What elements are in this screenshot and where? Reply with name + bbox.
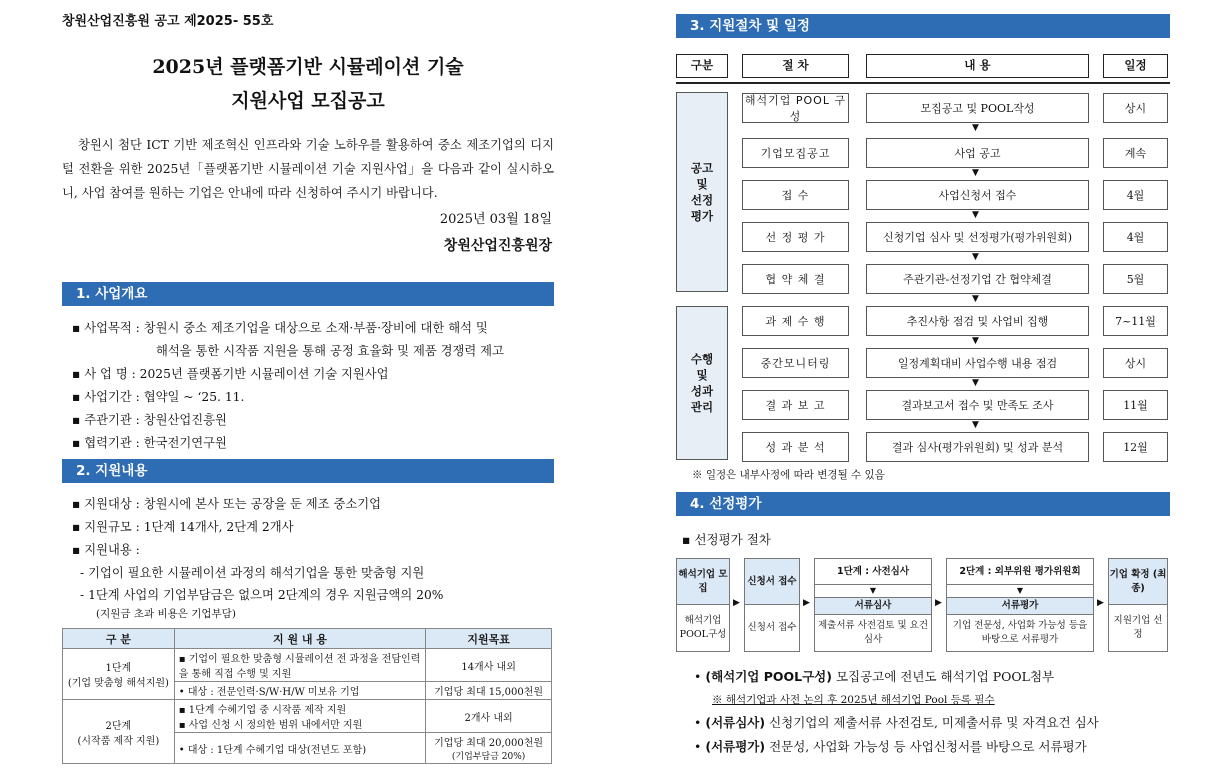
flow-header-divider [676, 82, 1170, 84]
support-sub-2: - 1단계 사업의 기업부담금은 없으며 2단계의 경우 지원금액의 20% [80, 588, 444, 602]
eval-point-3-text: 전문성, 사업화 가능성 등 사업신청서를 바탕으로 서류평가 [765, 739, 1087, 754]
stage2-item2: • 대상 : 1단계 수혜기업 대상(전년도 포함) [174, 733, 425, 764]
intro-paragraph: 창원시 첨단 ICT 기반 제조혁신 인프라와 기술 노하우를 활용하여 중소 제조기업의 디지털 전환을 위한 2025년「플랫폼기반 시뮬레이션 기술 지원사업」을 다음과 같이 실시하오니, 사업 참여를 원하는 기업은 안내에 따라 신청하여 주시기 바랍니다. [62, 138, 554, 200]
flow-row-content: 결과 심사(평가위원회) 및 성과 분석 [866, 432, 1089, 462]
partner-agency: ▪ 협력기관 : 한국전기연구원 [72, 436, 227, 450]
table-header-goal: 지원목표 [426, 629, 552, 649]
support-scale: ▪ 지원규모 : 1단계 14개사, 2단계 2개사 [72, 520, 294, 534]
project-name: ▪ 사 업 명 : 2025년 플랫폼기반 시뮬레이션 기술 지원사업 [72, 367, 389, 381]
flow-row-schedule: 4월 [1103, 222, 1168, 252]
issuer-name: 창원산업진흥원장 [443, 238, 552, 254]
eval-box-final-head: 기업 확정 (최종) [1109, 559, 1167, 605]
section-4-header: 4. 선정평가 [676, 492, 1170, 516]
eval-point-1-text: 모집공고에 전년도 해석기업 POOL첨부 [831, 669, 1055, 684]
flow-row-schedule: 상시 [1103, 93, 1168, 123]
eval-stage2-body: 기업 전문성, 사업화 가능성 등을 바탕으로 서류평가 [952, 620, 1088, 645]
flow-row-process: 접 수 [742, 180, 849, 210]
eval-point-2-text: 신청기업의 제출서류 사전검토, 미제출서류 및 자격요건 심사 [765, 715, 1099, 730]
eval-box-pool-head: 해석기업 모집 [677, 559, 729, 605]
section-1-header: 1. 사업개요 [62, 282, 554, 306]
right-page [676, 0, 1170, 768]
purpose-line-1: ▪ 사업목적 : 창원시 중소 제조기업을 대상으로 소재·부품·장비에 대한 해석 및 [72, 321, 488, 335]
stage2-desc: (시작품 제작 지원) [77, 735, 160, 747]
stage2-goal2-cell [426, 733, 552, 764]
eval-stage1-arrow: ▼ [869, 586, 877, 595]
flow-header-content: 내 용 [866, 54, 1089, 78]
support-sub-1: - 기업이 필요한 시뮬레이션 과정의 해석기업을 통한 맞춤형 지원 [80, 566, 425, 580]
stage2-cell [63, 700, 175, 764]
stage1-goal2: 기업당 최대 15,000천원 [426, 682, 552, 700]
flow-row-schedule: 12월 [1103, 432, 1168, 462]
flow-down-arrow: ▼ [972, 336, 979, 346]
evaluation-subtitle: ▪ 선정평가 절차 [682, 532, 771, 547]
eval-box-apply-head: 신청서 접수 [745, 559, 799, 605]
eval-point-3-bold: (서류평가) [705, 739, 766, 754]
flow-down-arrow: ▼ [972, 168, 979, 178]
eval-arrow-4: ▶ [1097, 598, 1104, 608]
eval-stage1-label: 1단계 : 사전심사 [815, 559, 931, 585]
eval-point-2: • (서류심사) 신청기업의 제출서류 사전검토, 미제출서류 및 자격요건 심사 [694, 715, 1099, 730]
table-header-content: 지 원 내 용 [174, 629, 425, 649]
flow-row-schedule: 11월 [1103, 390, 1168, 420]
eval-box-stage1 [814, 558, 932, 652]
project-period: ▪ 사업기간 : 협약일 ~ ‘25. 11. [72, 390, 245, 404]
flow-down-arrow: ▼ [972, 294, 979, 304]
flow-row-content: 추진사항 점검 및 사업비 집행 [866, 306, 1089, 336]
support-content: ▪ 지원내용 : [72, 543, 140, 557]
host-agency: ▪ 주관기관 : 창원산업진흥원 [72, 413, 227, 427]
stage1-desc: (기업 맞춤형 해석지원) [67, 678, 169, 689]
stage1-item1: ▪ 기업이 필요한 맞춤형 시뮬레이션 전 과정을 전담인력을 통해 직접 수행 및 지원 [174, 649, 425, 682]
eval-stage2-label: 2단계 : 외부위원 평가위원회 [947, 559, 1093, 585]
eval-stage2-arrow: ▼ [1016, 586, 1024, 595]
flow-row-content: 신청기업 심사 및 선정평가(평가위원회) [866, 222, 1089, 252]
flow-row-process: 과 제 수 행 [742, 306, 849, 336]
eval-point-1-bold: (해석기업 POOL구성) [705, 669, 832, 684]
flow-row-process: 결 과 보 고 [742, 390, 849, 420]
flow-down-arrow: ▼ [972, 378, 979, 388]
eval-arrow-3: ▶ [935, 598, 942, 608]
flow-header-category: 구분 [676, 54, 728, 78]
stage1-item2: • 대상 : 전문인력·S/W·H/W 미보유 기업 [174, 682, 425, 700]
support-sub-2-note: (지원금 초과 비용은 기업부담) [96, 608, 236, 620]
flow-row-process: 선 정 평 가 [742, 222, 849, 252]
flow-row-schedule: 계속 [1103, 138, 1168, 168]
flow-row-process: 협 약 체 결 [742, 264, 849, 294]
support-target: ▪ 지원대상 : 창원시에 본사 또는 공장을 둔 제조 중소기업 [72, 497, 381, 511]
section-3-header: 3. 지원절차 및 일정 [676, 14, 1170, 38]
eval-box-stage2 [946, 558, 1094, 652]
flow-row-content: 일정계획대비 사업수행 내용 점검 [866, 348, 1089, 378]
eval-arrow-2: ▶ [803, 598, 810, 608]
flow-row-content: 사업 공고 [866, 138, 1089, 168]
flow-row-process: 중간모니터링 [742, 348, 849, 378]
eval-box-final [1108, 558, 1168, 652]
title-line-2: 지원사업 모집공고 [231, 90, 385, 112]
eval-point-1-note: ※ 해석기업과 사전 논의 후 2025년 해석기업 Pool 등록 필수 [712, 694, 995, 706]
flow-row-process: 기업모집공고 [742, 138, 849, 168]
flow-row-schedule: 상시 [1103, 348, 1168, 378]
flow-header-schedule: 일정 [1103, 54, 1168, 78]
eval-arrow-1: ▶ [733, 598, 740, 608]
stage2-name: 2단계 [105, 720, 132, 732]
eval-box-pool-body: 해석기업 POOL구성 [679, 615, 727, 640]
notice-number: 창원산업진흥원 공고 제2025- 55호 [62, 14, 274, 29]
stage1-name: 1단계 [105, 663, 132, 674]
stage1-cell [63, 649, 175, 700]
purpose-line-2: 해석을 통한 시작품 지원을 통해 공정 효율화 및 제품 경쟁력 제고 [156, 344, 504, 358]
table-header-category: 구 분 [63, 629, 175, 649]
eval-stage1-body: 제출서류 사전검토 및 요건심사 [817, 620, 928, 645]
stage2-item1-cell [174, 700, 425, 733]
flow-row-process: 성 과 분 석 [742, 432, 849, 462]
stage2-item1: ▪ 1단계 수혜기업 중 시작품 제작 지원 [178, 705, 347, 716]
flow-row-process: 해석기업 POOL 구 성 [742, 93, 849, 123]
flow-down-arrow: ▼ [972, 252, 979, 262]
stage2-item1b: ▪ 사업 신청 시 정의한 범위 내에서만 지원 [178, 720, 363, 731]
eval-point-2-bold: (서류심사) [705, 715, 766, 730]
stage2-goal1: 2개사 내외 [426, 700, 552, 733]
support-table [62, 628, 552, 764]
eval-point-1: • (해석기업 POOL구성) 모집공고에 전년도 해석기업 POOL첨부 [694, 669, 1055, 684]
stage2-goal2-note: (기업부담금 20%) [451, 752, 526, 762]
left-page [62, 0, 554, 768]
notice-date: 2025년 03월 18일 [439, 212, 552, 227]
title-line-1: 2025년 플랫폼기반 시뮬레이션 기술 [152, 56, 464, 78]
eval-box-pool [676, 558, 730, 652]
flow-row-schedule: 4월 [1103, 180, 1168, 210]
stage2-goal2: 기업당 최대 20,000천원 [434, 738, 544, 749]
flow-row-content: 사업신청서 접수 [866, 180, 1089, 210]
schedule-note: ※ 일정은 내부사정에 따라 변경될 수 있음 [692, 469, 885, 481]
eval-box-apply-body: 신청서 접수 [747, 622, 797, 633]
flow-row-content: 주관기관-선정기업 간 협약체결 [866, 264, 1089, 294]
eval-point-3: • (서류평가) 전문성, 사업화 가능성 등 사업신청서를 바탕으로 서류평가 [694, 739, 1087, 754]
eval-stage1-head: 서류심사 [815, 597, 931, 615]
flow-down-arrow: ▼ [972, 420, 979, 430]
stage1-goal1: 14개사 내외 [426, 649, 552, 682]
flow-down-arrow: ▼ [972, 210, 979, 220]
flow-down-arrow: ▼ [972, 123, 979, 133]
flow-row-content: 결과보고서 접수 및 만족도 조사 [866, 390, 1089, 420]
eval-stage2-head: 서류평가 [947, 597, 1093, 615]
group-perform-manage: 수행 및 성과 관리 [676, 306, 728, 460]
section-2-header: 2. 지원내용 [62, 459, 554, 483]
flow-row-schedule: 5월 [1103, 264, 1168, 294]
flow-row-schedule: 7~11월 [1103, 306, 1168, 336]
flow-header-process: 절 차 [742, 54, 849, 78]
eval-box-final-body: 지원기업 선정 [1113, 615, 1163, 640]
eval-box-apply [744, 558, 800, 652]
flow-row-content: 모집공고 및 POOL작성 [866, 93, 1089, 123]
group-announce-select: 공고 및 선정 평가 [676, 92, 728, 292]
